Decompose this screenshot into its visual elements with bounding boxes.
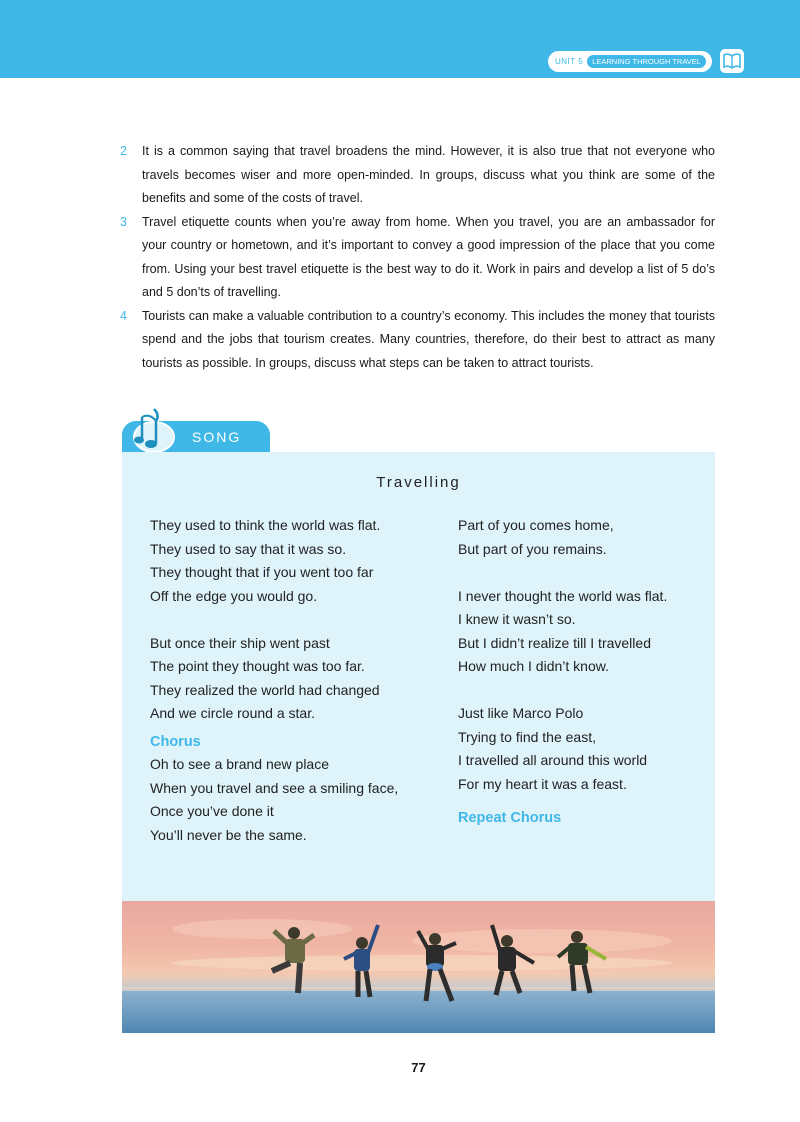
lyric-line: Trying to find the east,: [458, 728, 596, 745]
lyric-line: But I didn’t realize till I travelled: [458, 634, 651, 651]
question-number: 3: [120, 214, 127, 229]
chorus-label: [150, 730, 440, 754]
lyric-line: How much I didn’t know.: [458, 658, 609, 674]
lyric-line: They used to say that it was so.: [150, 540, 347, 557]
repeat-chorus-label: [458, 806, 708, 830]
lyric-line: I travelled all around this world: [458, 752, 648, 768]
lyric-line: For my heart it was a feast.: [458, 775, 627, 792]
lyric-line: I never thought the world was flat.: [458, 587, 668, 604]
question-item: [120, 305, 715, 376]
lyric-line: You’ll never be the same.: [150, 826, 307, 843]
music-note-icon: [130, 403, 180, 458]
discussion-questions: [120, 140, 715, 375]
lyric-line: Part of you comes home,: [458, 517, 614, 533]
lyric-line: I knew it wasn’t so.: [458, 611, 576, 627]
travel-photo: [122, 901, 715, 1033]
lyric-line: They realized the world had changed: [150, 681, 380, 698]
question-text: It is a common saying that travel broadens the mind. However, it is also true that not everyone who travels becomes wiser and more open-minded. In groups, discuss what you think are some of the benefits and some of the costs of travel.: [142, 144, 715, 205]
book-icon: [720, 49, 744, 73]
lyric-line: But part of you remains.: [458, 540, 607, 557]
unit-title: LEARNING THROUGH TRAVEL: [587, 55, 706, 68]
question-number: 4: [120, 308, 127, 323]
chorus-heading: Chorus: [150, 733, 201, 750]
unit-badge: [548, 51, 712, 72]
sunset-jump-illustration: [122, 901, 715, 1033]
page-number: 77: [411, 1060, 426, 1075]
lyric-line: Just like Marco Polo: [458, 705, 584, 721]
lyric-line: They used to think the world was flat.: [150, 517, 381, 533]
lyric-line: Oh to see a brand new place: [150, 756, 330, 772]
lyric-line: But once their ship went past: [150, 634, 330, 651]
lyric-line: When you travel and see a smiling face,: [150, 779, 399, 796]
question-item: [120, 140, 715, 211]
lyric-line: The point they thought was too far.: [150, 658, 365, 674]
song-left-column: [150, 514, 440, 847]
song-panel: [122, 452, 715, 901]
question-text: Travel etiquette counts when you’re away from home. When you travel, you are an ambassador for your country or hometown, and it’s important to convey a good impression of the place that you come from. Using your best travel etiquette is the best way to do it. Work in pairs and develop a list of 5 do’s and 5 don’ts of travelling.: [142, 214, 715, 299]
question-number: 2: [120, 144, 127, 158]
repeat-chorus-heading: Repeat Chorus: [458, 810, 562, 826]
lyric-line: And we circle round a star.: [150, 705, 315, 721]
question-text: Tourists can make a valuable contribution to a country’s economy. This includes the money that tourists spend and the jobs that tourism creates. Many countries, therefore, do their best to attract as many tourists as possible. In groups, discuss what steps can be taken to attract tourists.: [142, 308, 715, 370]
unit-label: UNIT 5: [555, 57, 584, 66]
song-right-column: [458, 514, 708, 830]
song-tab-label: SONG: [192, 429, 242, 445]
lyric-line: Once you’ve done it: [150, 803, 274, 819]
lyric-line: They thought that if you went too far: [150, 564, 374, 580]
song-title: Travelling: [376, 474, 461, 491]
question-item: [120, 211, 715, 305]
lyric-line: Off the edge you would go.: [150, 587, 318, 604]
